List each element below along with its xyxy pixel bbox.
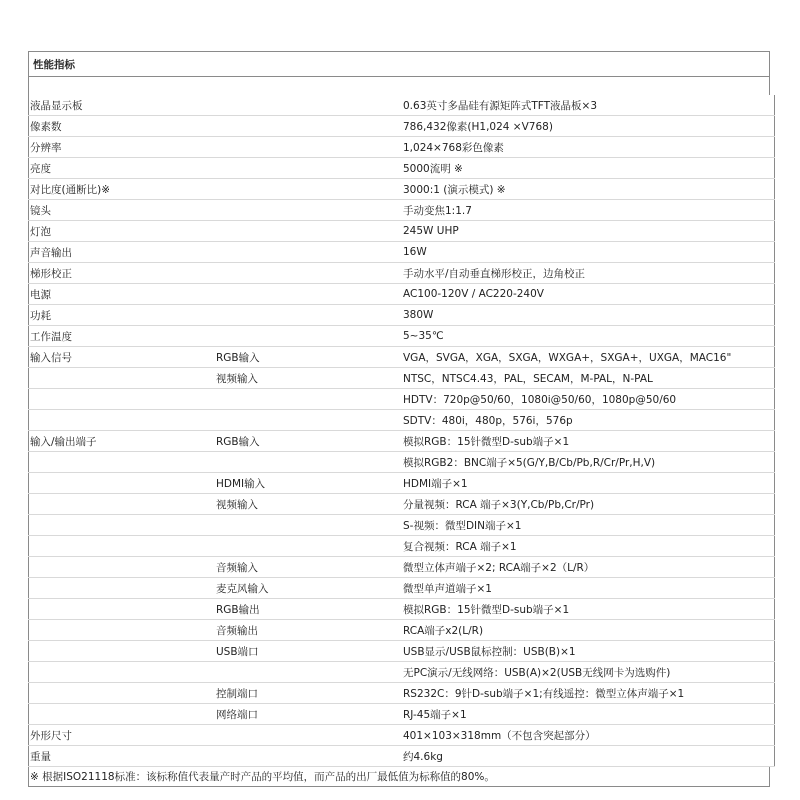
spec-row	[29, 662, 775, 683]
spec-category	[29, 704, 216, 725]
spec-subcategory	[215, 116, 402, 137]
spec-subcategory: 视频输入	[215, 368, 402, 389]
spec-value: RS232C：9针D-sub端子×1;有线遥控：微型立体声端子×1	[402, 683, 775, 704]
spec-row	[29, 347, 775, 368]
spec-subcategory: 音频输出	[215, 620, 402, 641]
spec-row	[29, 200, 775, 221]
spec-subcategory	[215, 305, 402, 326]
spec-category	[29, 494, 216, 515]
spec-subcategory	[215, 158, 402, 179]
spec-category: 工作温度	[29, 326, 216, 347]
spec-subcategory	[215, 242, 402, 263]
spec-category: 像素数	[29, 116, 216, 137]
spec-value: 模拟RGB：15针微型D-sub端子×1	[402, 431, 775, 452]
spec-row	[29, 137, 775, 158]
spec-category: 分辨率	[29, 137, 216, 158]
spec-row	[29, 494, 775, 515]
spec-row	[29, 242, 775, 263]
spec-row	[29, 263, 775, 284]
spec-value: 模拟RGB：15针微型D-sub端子×1	[402, 599, 775, 620]
spec-category: 电源	[29, 284, 216, 305]
spec-table-body	[29, 95, 775, 767]
spec-subcategory: 网络端口	[215, 704, 402, 725]
spec-row	[29, 284, 775, 305]
spec-value: 无PC演示/无线网络：USB(A)×2(USB无线网卡为选购件)	[402, 662, 775, 683]
spec-row	[29, 746, 775, 767]
spec-subcategory	[215, 221, 402, 242]
spec-value: HDMI端子×1	[402, 473, 775, 494]
spec-value: 模拟RGB2：BNC端子×5(G/Y,B/Cb/Pb,R/Cr/Pr,H,V)	[402, 452, 775, 473]
spec-subcategory	[215, 389, 402, 410]
spec-category	[29, 368, 216, 389]
spec-subcategory: 视频输入	[215, 494, 402, 515]
spec-value: 微型立体声端子×2; RCA端子×2（L/R）	[402, 557, 775, 578]
spec-row	[29, 95, 775, 116]
spec-category: 重量	[29, 746, 216, 767]
spec-row	[29, 641, 775, 662]
spec-category: 灯泡	[29, 221, 216, 242]
spec-subcategory: HDMI输入	[215, 473, 402, 494]
spacer	[28, 77, 770, 95]
spec-category	[29, 578, 216, 599]
spec-subcategory	[215, 137, 402, 158]
spec-value: RJ-45端子×1	[402, 704, 775, 725]
spec-category: 亮度	[29, 158, 216, 179]
spec-value: 手动水平/自动垂直梯形校正，边角校正	[402, 263, 775, 284]
spec-row	[29, 578, 775, 599]
spec-value: 401×103×318mm（不包含突起部分）	[402, 725, 775, 746]
spec-row	[29, 599, 775, 620]
spec-category: 功耗	[29, 305, 216, 326]
spec-category: 镜头	[29, 200, 216, 221]
spec-category	[29, 452, 216, 473]
spec-subcategory	[215, 200, 402, 221]
spec-value: 1,024×768彩色像素	[402, 137, 775, 158]
spec-category	[29, 662, 216, 683]
spec-category: 外形尺寸	[29, 725, 216, 746]
spec-subcategory: RGB输入	[215, 431, 402, 452]
spec-row	[29, 557, 775, 578]
spec-category: 对比度(通断比)※	[29, 179, 216, 200]
spec-row	[29, 116, 775, 137]
spec-value: VGA，SVGA，XGA，SXGA，WXGA+，SXGA+，UXGA，MAC16"	[402, 347, 775, 368]
spec-category: 输入/输出端子	[29, 431, 216, 452]
spec-category	[29, 557, 216, 578]
spec-subcategory	[215, 725, 402, 746]
spec-row	[29, 704, 775, 725]
spec-value: 5000流明 ※	[402, 158, 775, 179]
spec-row	[29, 452, 775, 473]
spec-row	[29, 221, 775, 242]
section-title: 性能指标	[28, 51, 770, 77]
spec-subcategory: USB端口	[215, 641, 402, 662]
spec-value: HDTV：720p@50/60，1080i@50/60，1080p@50/60	[402, 389, 775, 410]
spec-row	[29, 410, 775, 431]
footnote: ※ 根据ISO21118标准：该标称值代表量产时产品的平均值，而产品的出厂最低值为标称值的80%。	[28, 767, 770, 787]
spec-value: 复合视频：RCA 端子×1	[402, 536, 775, 557]
spec-value: 3000:1 (演示模式) ※	[402, 179, 775, 200]
spec-subcategory	[215, 410, 402, 431]
spec-row	[29, 431, 775, 452]
spec-value: RCA端子x2(L/R)	[402, 620, 775, 641]
spec-value: 手动变焦1:1.7	[402, 200, 775, 221]
spec-category	[29, 536, 216, 557]
spec-subcategory	[215, 662, 402, 683]
spec-value: 245W UHP	[402, 221, 775, 242]
spec-value: 约4.6kg	[402, 746, 775, 767]
spec-sheet	[28, 51, 770, 787]
spec-subcategory	[215, 452, 402, 473]
spec-subcategory	[215, 746, 402, 767]
spec-subcategory: RGB输出	[215, 599, 402, 620]
spec-subcategory	[215, 284, 402, 305]
spec-row	[29, 515, 775, 536]
spec-row	[29, 620, 775, 641]
spec-row	[29, 305, 775, 326]
spec-value: AC100-120V / AC220-240V	[402, 284, 775, 305]
spec-value: 分量视频：RCA 端子×3(Y,Cb/Pb,Cr/Pr)	[402, 494, 775, 515]
spec-subcategory	[215, 263, 402, 284]
spec-category	[29, 515, 216, 536]
spec-row	[29, 326, 775, 347]
spec-subcategory: 音频输入	[215, 557, 402, 578]
spec-value: SDTV：480i，480p，576i，576p	[402, 410, 775, 431]
spec-row	[29, 389, 775, 410]
spec-value: S-视频：微型DIN端子×1	[402, 515, 775, 536]
spec-category	[29, 683, 216, 704]
spec-subcategory	[215, 95, 402, 116]
spec-subcategory	[215, 536, 402, 557]
spec-row	[29, 683, 775, 704]
spec-row	[29, 179, 775, 200]
spec-value: 5~35℃	[402, 326, 775, 347]
spec-category	[29, 599, 216, 620]
spec-value: NTSC，NTSC4.43，PAL，SECAM，M-PAL，N-PAL	[402, 368, 775, 389]
spec-category	[29, 620, 216, 641]
spec-value: 786,432像素(H1,024 ×V768)	[402, 116, 775, 137]
spec-category	[29, 410, 216, 431]
spec-subcategory: 控制端口	[215, 683, 402, 704]
spec-category: 梯形校正	[29, 263, 216, 284]
spec-value: 微型单声道端子×1	[402, 578, 775, 599]
spec-row	[29, 536, 775, 557]
spec-value: 380W	[402, 305, 775, 326]
spec-subcategory	[215, 515, 402, 536]
spec-category: 液晶显示板	[29, 95, 216, 116]
spec-subcategory	[215, 326, 402, 347]
spec-row	[29, 158, 775, 179]
spec-table	[28, 95, 775, 767]
spec-category: 声音输出	[29, 242, 216, 263]
spec-subcategory: 麦克风输入	[215, 578, 402, 599]
spec-category: 输入信号	[29, 347, 216, 368]
spec-category	[29, 473, 216, 494]
spec-value: 0.63英寸多晶硅有源矩阵式TFT液晶板×3	[402, 95, 775, 116]
spec-value: 16W	[402, 242, 775, 263]
spec-subcategory	[215, 179, 402, 200]
spec-subcategory: RGB输入	[215, 347, 402, 368]
spec-row	[29, 725, 775, 746]
spec-value: USB显示/USB鼠标控制：USB(B)×1	[402, 641, 775, 662]
spec-row	[29, 368, 775, 389]
spec-category	[29, 641, 216, 662]
spec-category	[29, 389, 216, 410]
spec-row	[29, 473, 775, 494]
